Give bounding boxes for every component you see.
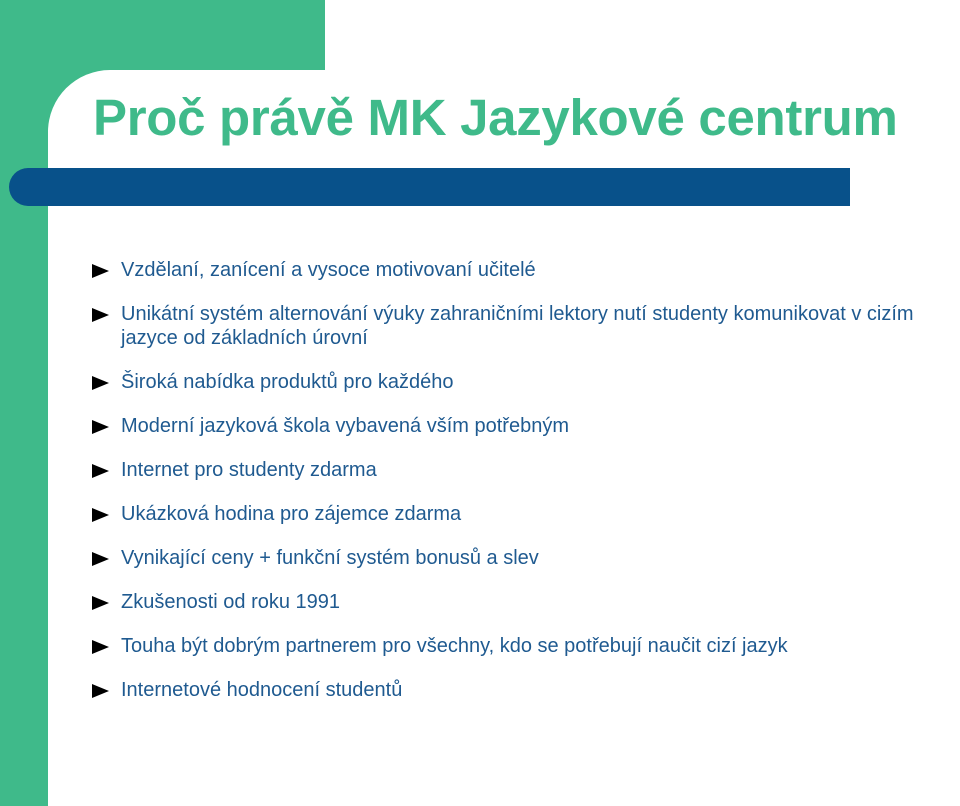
arrowhead-icon [92, 684, 109, 698]
arrowhead-icon [92, 552, 109, 566]
list-item-text: Vzdělaní, zanícení a vysoce motivovaní učitelé [121, 259, 536, 281]
arrowhead-icon [92, 376, 109, 390]
list-item [92, 590, 942, 614]
bullet-list [92, 258, 942, 722]
list-item-text: Široká nabídka produktů pro každého [121, 371, 454, 393]
slide-title: Proč právě MK Jazykové centrum [93, 89, 898, 146]
list-item [92, 678, 942, 702]
list-item-text: Internet pro studenty zdarma [121, 459, 377, 481]
list-item-text: Unikátní systém alternování výuky zahraničními lektory nutí studenty komunikovat v cizím jazyce od základních úrovní [121, 303, 914, 349]
list-item-text: Touha být dobrým partnerem pro všechny, kdo se potřebují naučit cizí jazyk [121, 635, 788, 657]
title-underline-bar [9, 168, 850, 206]
arrowhead-icon [92, 420, 109, 434]
list-item-text: Internetové hodnocení studentů [121, 679, 403, 701]
arrowhead-icon [92, 264, 109, 278]
list-item [92, 546, 942, 570]
list-item [92, 414, 942, 438]
arrowhead-icon [92, 464, 109, 478]
list-item-text: Zkušenosti od roku 1991 [121, 591, 341, 613]
arrowhead-icon [92, 308, 109, 322]
list-item [92, 258, 942, 282]
arrowhead-icon [92, 640, 109, 654]
list-item [92, 302, 942, 350]
list-item [92, 370, 942, 394]
list-item [92, 634, 942, 658]
list-item [92, 502, 942, 526]
arrowhead-icon [92, 596, 109, 610]
list-item-text: Ukázková hodina pro zájemce zdarma [121, 503, 462, 525]
list-item-text: Vynikající ceny + funkční systém bonusů a slev [121, 547, 539, 569]
list-item [92, 458, 942, 482]
arrowhead-icon [92, 508, 109, 522]
list-item-text: Moderní jazyková škola vybavená vším potřebným [121, 415, 569, 437]
